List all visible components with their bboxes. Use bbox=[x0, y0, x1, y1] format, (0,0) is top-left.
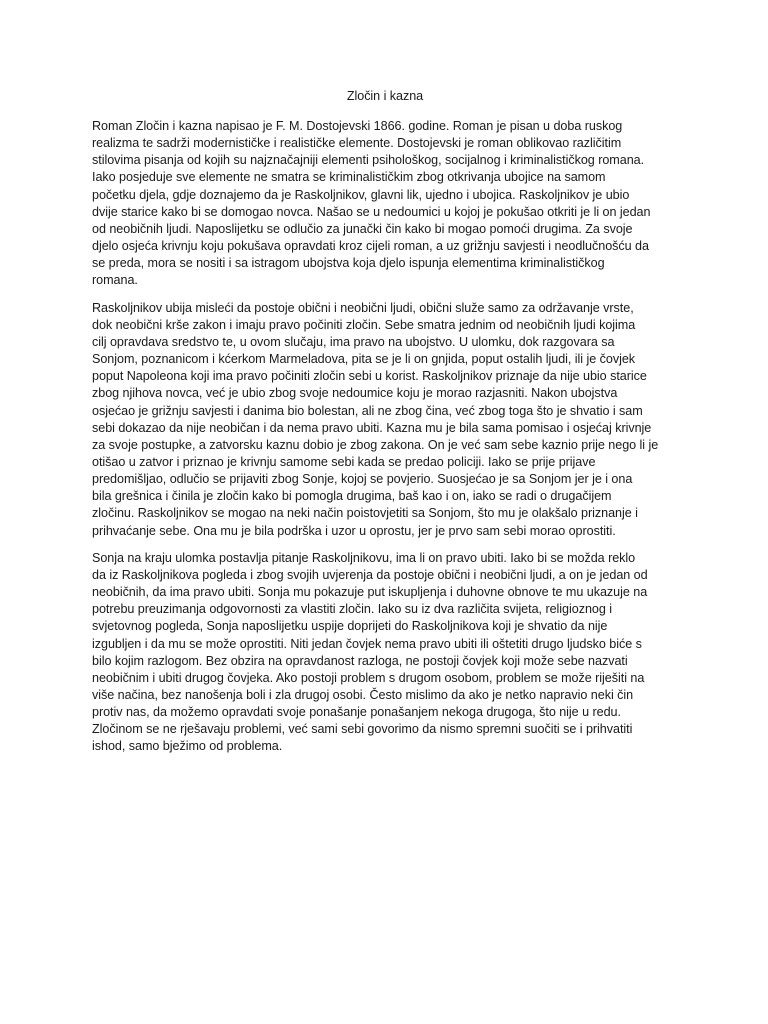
text-line: od neobičnih ljudi. Naposlijetku se odlučio za junački čin kako bi mogao pomoći drugima. Za svoje bbox=[92, 221, 633, 236]
paragraph-3 bbox=[92, 550, 678, 756]
text-line: otišao u zatvor i priznao je krivnju samome sebi kada se predao policiji. Iako se prije prijave bbox=[92, 454, 596, 469]
text-line: cilj opravdava sredstvo te, u ovom slučaju, ima pravo na ubojstvo. U ulomku, dok razgovara sa bbox=[92, 334, 615, 349]
text-line: sebi dokazao da nije neobičan i da nema pravo ubiti. Kazna mu je bila sama pomisao i osjećaj krivnje bbox=[92, 420, 652, 435]
text-line: Roman Zločin i kazna napisao je F. M. Dostojevski 1866. godine. Roman je pisan u doba ruskog bbox=[92, 119, 623, 133]
text-line: ishod, samo bježimo od problema. bbox=[92, 739, 283, 754]
text-line: više načina, bez nanošenja boli i zla drugoj osobi. Često mislimo da ako je netko napravio neki čin bbox=[92, 688, 634, 702]
text-line: zbog njihova novca, već je ubio zbog svoje nedoumice koju je morao razjasniti. Nakon ubojstva bbox=[92, 386, 618, 401]
document-title: Zločin i kazna bbox=[346, 89, 424, 103]
paragraph-1 bbox=[92, 118, 678, 290]
text-line: realizma te sadrži modernističke i realističke elemente. Dostojevski je roman oblikovao različitim bbox=[92, 136, 622, 151]
text-line: bila grešnica i činila je zločin kako bi pomogla drugima, baš kao i on, iako se radi o drugačijem bbox=[92, 489, 612, 504]
text-line: neobičnih, da ima pravo ubiti. Sonja mu pokazuje put iskupljenja i duhovne obnove te mu ukazuje na bbox=[92, 585, 648, 600]
text-line: Zločinom se ne rješavaju problemi, već sami sebi govorimo da nismo spremni suočiti se i prihvatiti bbox=[92, 722, 633, 737]
text-line: potrebu preuzimanja odgovornosti za vlastiti zločin. Iako su iz dva različita svijeta, religioznog i bbox=[92, 602, 612, 617]
text-line: Sonjom, poznanicom i kćerkom Marmeladova, pita se je li on gnjida, poput ostalih ljudi, ili je čovjek bbox=[92, 352, 636, 367]
text-line: izgubljen i da mu se može oprostiti. Niti jedan čovjek nema pravo ubiti ili oštetiti drugo ljudsko biće s bbox=[92, 636, 642, 651]
text-line: predomišljao, odlučio se prijaviti zbog Sonje, kojoj se povjerio. Suosjećao je sa Sonjom jer je i ona bbox=[92, 472, 633, 487]
text-line: Raskoljnikov ubija misleći da postoje obični i neobični ljudi, obični služe samo za održavanje vrste, bbox=[92, 300, 634, 315]
text-line: dvije starice kako bi se domogao novca. Našao se u nedoumici u kojoj je pokušao otkriti je li on jedan bbox=[92, 204, 651, 219]
text-line: bilo kojim razlogom. Bez obzira na opravdanost razloga, ne postoji čovjek koji može sebe nazvati bbox=[92, 653, 628, 668]
text-line: poput Napoleona koji ima pravo počiniti zločin sebi u korist. Raskoljnikov priznaje da nije ubio starice bbox=[92, 369, 647, 384]
text-line: Sonja na kraju ulomka postavlja pitanje Raskoljnikovu, ima li on pravo ubiti. Iako bi se možda reklo bbox=[92, 550, 636, 565]
text-line: prihvaćanje sebe. Ona mu je bila podrška i uzor u oprostu, jer je prvo sam sebi morao oprostiti. bbox=[92, 523, 616, 538]
text-line: početku djela, gdje doznajemo da je Raskoljnikov, glavni lik, ujedno i ubojica. Raskoljnikov je ubio bbox=[92, 187, 630, 202]
text-line: stilovima pisanja od kojih su najznačajniji elementi psihološkog, socijalnog i kriminalističkog romana. bbox=[92, 153, 645, 168]
text-line: Iako posjeduje sve elemente ne smatra se kriminalističkim zbog otkrivanja ubojice na samom bbox=[92, 170, 606, 185]
text-line: romana. bbox=[92, 273, 138, 288]
text-line: neobičnim i ubiti drugog čovjeka. Ako postoji problem s drugom osobom, problem se može riješiti na bbox=[92, 670, 645, 685]
text-line: za svoje postupke, a zatvorsku kaznu dobio je zbog zakona. On je već sam sebe kaznio prije nego li je bbox=[92, 437, 659, 452]
text-line: zločinu. Raskoljnikov se mogao na neki način poistovjetiti sa Sonjom, što mu je olakšalo priznanje i bbox=[92, 506, 638, 521]
text-line: da iz Raskoljnikova pogleda i zbog svojih uvjerenja da postoje obični i neobični ljudi, a on je jedan od bbox=[92, 567, 648, 582]
paragraph-2 bbox=[92, 300, 678, 540]
text-line: protiv nas, da možemo opravdati svoje ponašanje ponašanjem nekoga drugoga, što nije u redu. bbox=[92, 705, 621, 720]
text-line: dok neobični krše zakon i imaju pravo počiniti zločin. Sebe smatra jednim od neobičnih ljudi kojima bbox=[92, 317, 636, 332]
text-line: djelo osjeća krivnju koju pokušava opravdati kroz cijeli roman, a uz grižnju savjesti i neodlučnošću da bbox=[92, 239, 649, 254]
text-line: osjećao je grižnju savjesti i danima bio bolestan, ali ne zbog čina, već zbog toga što je shvatio i sam bbox=[92, 403, 643, 418]
text-line: svjetovnog pogleda, Sonja naposlijetku uspije doprijeti do Raskoljnikova koji je shvatio da nije bbox=[92, 619, 608, 634]
text-line: se preda, mora se nositi i sa istragom ubojstva koja djelo ispunja elementima kriminalističkog bbox=[92, 256, 605, 271]
document-page bbox=[92, 88, 678, 766]
